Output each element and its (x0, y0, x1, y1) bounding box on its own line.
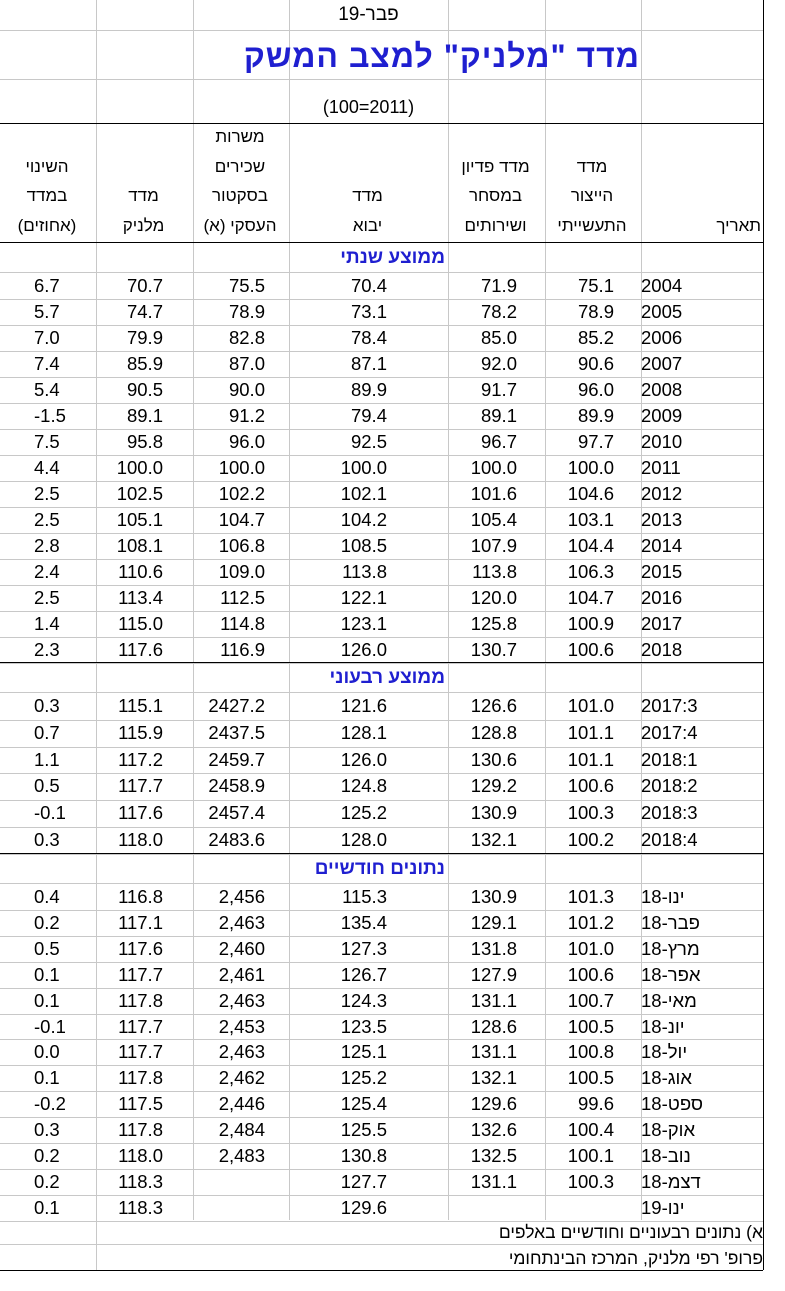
cell-mel: 117.7 (118, 1041, 163, 1063)
cell-mel: 118.3 (118, 1196, 163, 1218)
cell-date: 2018:4 (641, 829, 698, 850)
cell-date: 2018 (641, 639, 683, 660)
column-header-line: הייצור (570, 186, 614, 205)
cell-ind: 96.0 (577, 379, 614, 400)
cell-jobs: 78.9 (228, 301, 265, 322)
cell-trade: 71.9 (480, 275, 517, 296)
section-title-annual: ממוצע שנתי (340, 247, 445, 268)
cell-ind: 100.0 (567, 457, 614, 478)
cell-trade: 120.0 (470, 587, 517, 608)
column-header-line: התעשייתי (557, 215, 627, 235)
cell-imp: 100.0 (340, 457, 387, 478)
cell-mel: 115.9 (118, 721, 163, 743)
cell-mel: 85.9 (126, 353, 163, 374)
cell-date: מרץ-18 (641, 937, 700, 959)
cell-trade: 132.5 (470, 1145, 517, 1166)
cell-ind: 104.4 (567, 535, 614, 556)
cell-imp: 126.0 (340, 748, 387, 770)
cell-ind: 101.1 (567, 748, 614, 770)
cell-ind (545, 1195, 614, 1221)
cell-ind: 104.7 (567, 587, 614, 608)
cell-chg: -0.1 (34, 802, 66, 824)
cell-mel: 105.1 (116, 509, 163, 530)
cell-date: אוק-18 (641, 1119, 696, 1141)
cell-jobs: 106.8 (218, 535, 265, 556)
cell-date: 2007 (641, 353, 683, 374)
cell-imp: 73.1 (350, 301, 387, 322)
cell-date: 2018:3 (641, 802, 698, 824)
cell-ind: 100.3 (567, 1170, 614, 1192)
cell-imp: 125.2 (340, 1067, 387, 1089)
cell-trade: 128.6 (470, 1015, 517, 1037)
page-title: מדד "מלניק" למצב המשק (243, 38, 640, 74)
cell-mel: 118.3 (118, 1170, 163, 1192)
cell-chg: 5.4 (34, 379, 60, 400)
cell-trade: 131.1 (470, 1041, 517, 1063)
cell-ind: 101.0 (567, 695, 614, 716)
column-header-line: מלניק (122, 215, 165, 235)
cell-jobs: 2437.5 (208, 721, 265, 743)
cell-trade: 129.2 (470, 775, 517, 797)
cell-chg: 0.1 (34, 989, 60, 1011)
cell-trade: 126.6 (470, 695, 517, 716)
cell-imp: 126.7 (340, 963, 387, 985)
cell-jobs: 2,463 (218, 1041, 265, 1063)
cell-imp: 78.4 (350, 327, 387, 348)
cell-jobs: 2,456 (218, 886, 265, 907)
cell-jobs: 90.0 (228, 379, 265, 400)
cell-trade: 125.8 (470, 613, 517, 634)
column-header-line: במדד (26, 186, 68, 205)
cell-mel: 113.4 (118, 587, 163, 608)
cell-date: יונ-18 (641, 1015, 685, 1037)
cell-imp: 135.4 (340, 911, 387, 933)
cell-trade: 130.6 (470, 748, 517, 770)
section-title-quarterly: ממוצע רבעוני (329, 667, 445, 688)
cell-ind: 100.6 (567, 963, 614, 985)
date-header: פבר-19 (338, 4, 399, 25)
cell-chg: 0.0 (34, 1041, 60, 1063)
cell-ind: 101.0 (567, 937, 614, 959)
cell-mel: 118.0 (118, 829, 163, 850)
section-title-monthly: נתונים חודשיים (314, 858, 445, 879)
cell-chg: 0.4 (34, 886, 60, 907)
cell-jobs: 2,462 (218, 1067, 265, 1089)
cell-imp: 108.5 (340, 535, 387, 556)
cell-jobs: 116.9 (220, 639, 265, 660)
footnote-a: א) נתונים רבעוניים וחודשיים באלפים (498, 1222, 763, 1242)
cell-chg: 2.5 (34, 509, 60, 530)
column-header-line: בסקטור (212, 186, 268, 205)
cell-chg: 0.1 (34, 963, 60, 985)
cell-ind: 75.1 (577, 275, 614, 296)
cell-date: 2015 (641, 561, 683, 582)
cell-mel: 70.7 (126, 275, 163, 296)
cell-ind: 103.1 (567, 509, 614, 530)
cell-trade: 132.1 (470, 829, 517, 850)
cell-date: נוב-18 (641, 1145, 691, 1166)
cell-imp: 79.4 (350, 405, 387, 426)
cell-ind: 100.6 (567, 639, 614, 660)
cell-date: דצמ-18 (641, 1170, 701, 1192)
cell-ind: 100.4 (567, 1119, 614, 1141)
cell-chg: 0.2 (34, 1170, 60, 1192)
cell-mel: 90.5 (126, 379, 163, 400)
cell-trade: 101.6 (470, 483, 517, 504)
cell-ind: 100.9 (567, 613, 614, 634)
cell-date: 2006 (641, 327, 683, 348)
column-header-line: שכירים (214, 156, 266, 176)
cell-imp: 128.0 (340, 829, 387, 850)
cell-trade: 130.9 (470, 886, 517, 907)
cell-chg: 0.1 (34, 1067, 60, 1089)
cell-ind: 104.6 (567, 483, 614, 504)
cell-ind: 101.3 (567, 886, 614, 907)
cell-mel: 110.6 (118, 561, 163, 582)
cell-mel: 108.1 (116, 535, 163, 556)
cell-imp: 89.9 (350, 379, 387, 400)
cell-jobs: 2,463 (218, 989, 265, 1011)
cell-chg: 0.3 (34, 1119, 60, 1141)
cell-trade: 91.7 (480, 379, 517, 400)
cell-trade: 96.7 (480, 431, 517, 452)
cell-imp: 124.3 (340, 989, 387, 1011)
cell-date: 2013 (641, 509, 683, 530)
cell-jobs: 100.0 (218, 457, 265, 478)
cell-jobs: 2483.6 (208, 829, 265, 850)
cell-mel: 117.6 (118, 937, 163, 959)
cell-chg: 4.4 (34, 457, 60, 478)
cell-trade: 78.2 (480, 301, 517, 322)
cell-date: 2004 (641, 275, 683, 296)
cell-mel: 100.0 (116, 457, 163, 478)
cell-chg: -0.2 (34, 1093, 66, 1115)
cell-imp: 127.3 (340, 937, 387, 959)
cell-jobs: 2,484 (218, 1119, 265, 1141)
cell-date: 2009 (641, 405, 683, 426)
cell-trade: 107.9 (470, 535, 517, 556)
cell-chg: 0.5 (34, 775, 60, 797)
cell-date: 2014 (641, 535, 683, 556)
column-header-line: משרות (215, 127, 265, 146)
cell-imp: 122.1 (340, 587, 387, 608)
column-header-line: תאריך (716, 215, 761, 235)
cell-chg: 5.7 (34, 301, 60, 322)
cell-trade: 89.1 (480, 405, 517, 426)
cell-chg: 2.5 (34, 587, 60, 608)
column-header-line: העסקי (א) (203, 215, 277, 235)
cell-jobs: 112.5 (220, 587, 265, 608)
cell-chg: 1.1 (34, 748, 60, 770)
cell-ind: 89.9 (577, 405, 614, 426)
cell-jobs: 2,463 (218, 911, 265, 933)
column-header-line: השינוי (25, 156, 69, 176)
cell-date: 2018:1 (641, 748, 698, 770)
cell-chg: 0.2 (34, 1145, 60, 1166)
cell-date: 2012 (641, 483, 683, 504)
column-header-line: מדד (576, 156, 608, 176)
cell-chg: 0.1 (34, 1196, 60, 1218)
cell-jobs: 2,446 (218, 1093, 265, 1115)
cell-jobs: 2,461 (218, 963, 265, 985)
cell-date: ינו-18 (641, 886, 685, 907)
cell-imp: 104.2 (340, 509, 387, 530)
header-border (0, 123, 763, 124)
cell-mel: 118.0 (118, 1145, 163, 1166)
cell-trade: 92.0 (480, 353, 517, 374)
cell-imp: 87.1 (350, 353, 387, 374)
cell-mel: 74.7 (126, 301, 163, 322)
cell-jobs: 114.8 (220, 613, 265, 634)
cell-ind: 97.7 (577, 431, 614, 452)
cell-ind: 106.3 (567, 561, 614, 582)
cell-chg: 0.2 (34, 911, 60, 933)
cell-jobs: 82.8 (228, 327, 265, 348)
cell-date: 2017:3 (641, 695, 698, 716)
cell-ind: 100.6 (567, 775, 614, 797)
cell-date: אפר-18 (641, 963, 701, 985)
cell-mel: 117.8 (118, 989, 163, 1011)
cell-chg: 2.3 (34, 639, 60, 660)
cell-date: 2018:2 (641, 775, 698, 797)
cell-imp: 113.8 (342, 561, 387, 582)
cell-trade: 131.1 (470, 989, 517, 1011)
column-header-line: מדד פדיון (461, 156, 530, 176)
cell-jobs: 2459.7 (208, 748, 265, 770)
cell-chg: 6.7 (34, 275, 60, 296)
cell-date: ספט-18 (641, 1093, 704, 1115)
cell-jobs: 87.0 (228, 353, 265, 374)
column-header-line: מדד (128, 186, 159, 205)
cell-chg: 0.7 (34, 721, 60, 743)
cell-trade: 127.9 (470, 963, 517, 985)
cell-date: 2017:4 (641, 721, 698, 743)
cell-trade: 129.1 (470, 911, 517, 933)
cell-mel: 117.8 (118, 1119, 163, 1141)
cell-ind: 100.8 (567, 1041, 614, 1063)
cell-jobs: 2427.2 (208, 695, 265, 716)
cell-jobs: 2,483 (218, 1145, 265, 1166)
cell-imp: 123.1 (340, 613, 387, 634)
cell-trade: 130.9 (470, 802, 517, 824)
cell-trade: 105.4 (470, 509, 517, 530)
cell-jobs (193, 1169, 265, 1195)
cell-imp: 125.2 (340, 802, 387, 824)
cell-imp: 115.3 (342, 886, 387, 907)
cell-chg: 1.4 (34, 613, 60, 634)
cell-ind: 101.2 (567, 911, 614, 933)
cell-chg: 2.4 (34, 561, 60, 582)
cell-date: אוג-18 (641, 1067, 692, 1089)
cell-mel: 115.0 (118, 613, 163, 634)
cell-mel: 117.6 (118, 639, 163, 660)
cell-trade: 131.8 (470, 937, 517, 959)
cell-chg: 0.3 (34, 695, 60, 716)
column-header-line: (אחוזים) (17, 215, 77, 235)
cell-jobs: 2457.4 (208, 802, 265, 824)
cell-chg: 7.0 (34, 327, 60, 348)
cell-chg: 7.4 (34, 353, 60, 374)
cell-date: ינו-19 (641, 1196, 685, 1218)
column-header-line: במסחר (468, 186, 523, 205)
cell-jobs: 91.2 (228, 405, 265, 426)
column-header-line: מדד (352, 186, 383, 205)
cell-date: 2017 (641, 613, 683, 634)
cell-ind: 100.7 (567, 989, 614, 1011)
cell-ind: 100.5 (567, 1067, 614, 1089)
cell-imp: 128.1 (340, 721, 387, 743)
cell-mel: 117.5 (118, 1093, 163, 1115)
column-header-line: יבוא (352, 215, 383, 235)
cell-imp: 124.8 (340, 775, 387, 797)
base-label: (2011=100) (322, 97, 415, 117)
cell-trade: 132.6 (470, 1119, 517, 1141)
cell-date: יול-18 (641, 1041, 688, 1063)
cell-ind: 90.6 (577, 353, 614, 374)
cell-ind: 100.5 (567, 1015, 614, 1037)
cell-imp: 121.6 (340, 695, 387, 716)
cell-mel: 115.1 (118, 695, 163, 716)
cell-mel: 79.9 (126, 327, 163, 348)
cell-ind: 78.9 (577, 301, 614, 322)
cell-date: 2005 (641, 301, 683, 322)
cell-mel: 116.8 (118, 886, 163, 907)
cell-imp: 127.7 (340, 1170, 387, 1192)
cell-imp: 102.1 (340, 483, 387, 504)
footnote-source: פרופ' רפי מלניק, המרכז הבינתחומי (508, 1248, 763, 1268)
cell-ind: 100.2 (567, 829, 614, 850)
cell-mel: 117.8 (118, 1067, 163, 1089)
bottom-border (0, 1270, 763, 1271)
cell-imp: 129.6 (340, 1196, 387, 1218)
cell-date: 2011 (641, 457, 681, 478)
cell-mel: 117.7 (118, 1015, 163, 1037)
cell-trade: 129.6 (470, 1093, 517, 1115)
cell-date: 2016 (641, 587, 683, 608)
cell-trade: 100.0 (470, 457, 517, 478)
cell-jobs: 102.2 (218, 483, 265, 504)
cell-chg: -1.5 (34, 405, 66, 426)
cell-jobs: 109.0 (218, 561, 265, 582)
cell-imp: 125.4 (340, 1093, 387, 1115)
cell-chg: 2.5 (34, 483, 60, 504)
cell-ind: 101.1 (567, 721, 614, 743)
cell-mel: 117.2 (118, 748, 163, 770)
cell-chg: 0.3 (34, 829, 60, 850)
cell-date: פבר-18 (641, 911, 700, 933)
cell-chg: 7.5 (34, 431, 60, 452)
cell-imp: 126.0 (340, 639, 387, 660)
cell-jobs: 2,460 (218, 937, 265, 959)
cell-trade: 113.8 (472, 561, 517, 582)
cell-chg: -0.1 (34, 1015, 66, 1037)
cell-trade: 130.7 (470, 639, 517, 660)
cell-date: 2010 (641, 431, 683, 452)
cell-chg: 2.8 (34, 535, 60, 556)
grid-line (763, 0, 764, 1270)
cell-trade (448, 1195, 517, 1221)
column-header-line: ושירותים (464, 215, 527, 235)
cell-date: 2008 (641, 379, 683, 400)
cell-mel: 89.1 (126, 405, 163, 426)
cell-jobs: 104.7 (218, 509, 265, 530)
cell-trade: 131.1 (470, 1170, 517, 1192)
cell-ind: 100.1 (567, 1145, 614, 1166)
cell-ind: 99.6 (577, 1093, 614, 1115)
cell-chg: 0.5 (34, 937, 60, 959)
cell-jobs: 96.0 (228, 431, 265, 452)
cell-imp: 70.4 (350, 275, 387, 296)
cell-ind: 85.2 (577, 327, 614, 348)
cell-trade: 85.0 (480, 327, 517, 348)
cell-mel: 95.8 (126, 431, 163, 452)
cell-trade: 128.8 (470, 721, 517, 743)
cell-jobs (193, 1195, 265, 1221)
cell-mel: 102.5 (116, 483, 163, 504)
cell-jobs: 2,453 (218, 1015, 265, 1037)
cell-mel: 117.7 (118, 775, 163, 797)
cell-jobs: 75.5 (228, 275, 265, 296)
cell-date: מאי-18 (641, 989, 697, 1011)
cell-imp: 123.5 (340, 1015, 387, 1037)
cell-imp: 92.5 (350, 431, 387, 452)
cell-imp: 125.5 (340, 1119, 387, 1141)
cell-mel: 117.1 (118, 911, 163, 933)
cell-ind: 100.3 (567, 802, 614, 824)
cell-mel: 117.6 (118, 802, 163, 824)
cell-imp: 130.8 (340, 1145, 387, 1166)
cell-jobs: 2458.9 (208, 775, 265, 797)
cell-trade: 132.1 (470, 1067, 517, 1089)
cell-mel: 117.7 (118, 963, 163, 985)
cell-imp: 125.1 (340, 1041, 387, 1063)
